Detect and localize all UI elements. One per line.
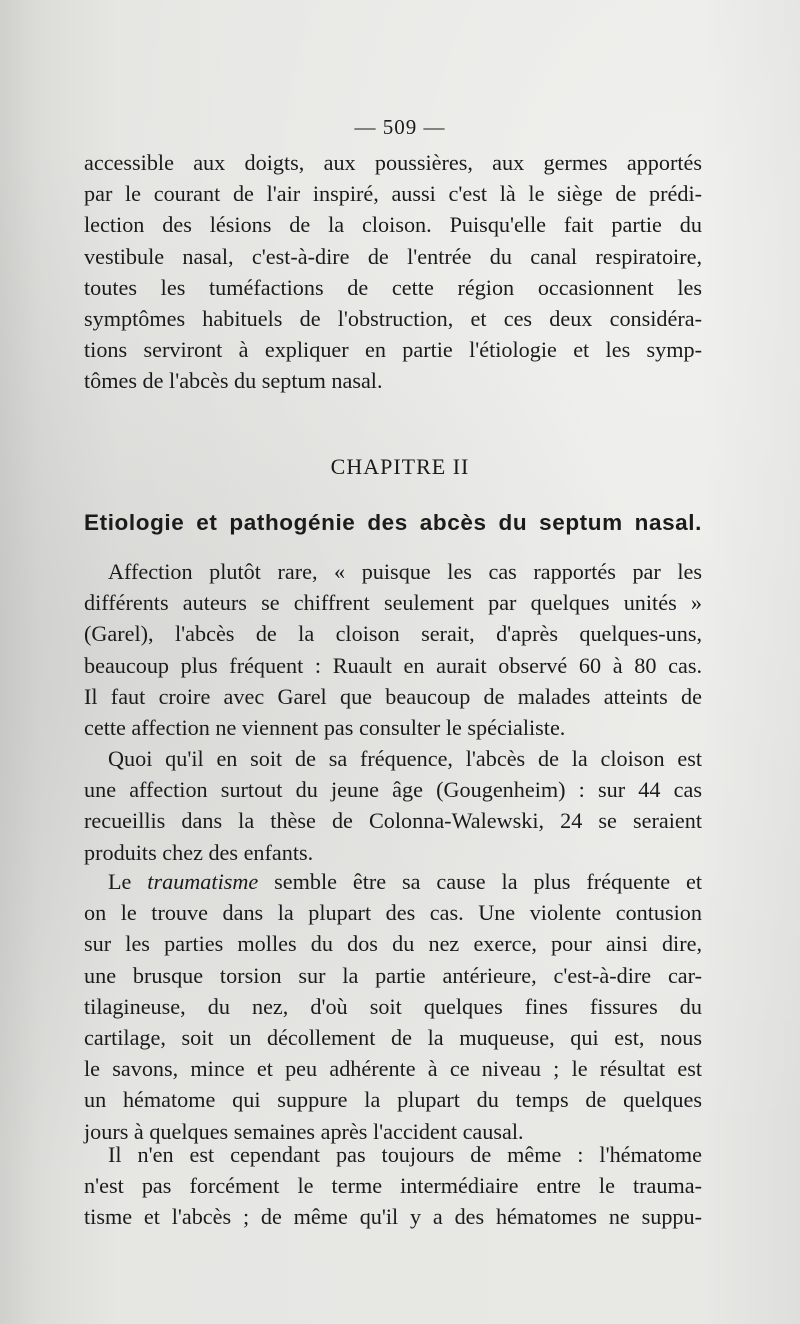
- text-run: semble être sa cause la plus fréquente et: [258, 869, 702, 894]
- text-line: Il n'en est cependant pas toujours de même : l'hématome: [108, 1142, 702, 1167]
- text-run: Le: [108, 869, 148, 894]
- text-line: vestibule nasal, c'est-à-dire de l'entrée du canal respiratoire,: [84, 243, 702, 269]
- italic-term: traumatisme: [147, 869, 259, 894]
- text-line: le savons, mince et peu adhérente à ce niveau ; le résultat est: [84, 1056, 702, 1082]
- text-line: par le courant de l'air inspiré, aussi c'est là le siège de prédi-: [84, 181, 702, 207]
- text-line: produits chez des enfants.: [84, 839, 314, 865]
- page-number: — 509 —: [354, 115, 446, 139]
- paragraph-hematoma: [84, 1139, 702, 1233]
- text-line: tilagineuse, du nez, d'où soit quelques fines fissures du: [84, 993, 702, 1019]
- text-line: tômes de l'abcès du septum nasal.: [84, 368, 383, 394]
- text-line: on le trouve dans la plupart des cas. Une violente contusion: [84, 900, 702, 926]
- paragraph-frequency: [84, 556, 702, 743]
- text-line: symptômes habituels de l'obstruction, et ces deux considéra-: [84, 306, 702, 332]
- text-line: tions serviront à expliquer en partie l'étiologie et les symp-: [84, 337, 702, 363]
- paragraph-trauma: [84, 866, 702, 1147]
- text-line: différents auteurs se chiffrent seulement par quelques unités »: [84, 590, 702, 616]
- chapter-heading: CHAPITRE II: [330, 454, 470, 479]
- text-line: une affection surtout du jeune âge (Gougenheim) : sur 44 cas: [84, 777, 702, 803]
- text-line: toutes les tuméfactions de cette région occasionnent les: [84, 274, 702, 300]
- paragraph-age: [84, 743, 702, 868]
- text-line: Quoi qu'il en soit de sa fréquence, l'abcès de la cloison est: [108, 746, 702, 771]
- text-line: un hématome qui suppure la plupart du temps de quelques: [84, 1087, 702, 1113]
- section-title: Etiologie et pathogénie des abcès du septum nasal.: [84, 510, 702, 535]
- text-line: n'est pas forcément le terme intermédiaire entre le trauma-: [84, 1173, 702, 1199]
- text-line: lection des lésions de la cloison. Puisqu'elle fait partie du: [84, 212, 702, 238]
- paragraph-intro-continued: [84, 147, 702, 397]
- text-line: beaucoup plus fréquent : Ruault en aurait observé 60 à 80 cas.: [84, 652, 702, 678]
- text-line: une brusque torsion sur la partie antérieure, c'est-à-dire car-: [84, 962, 702, 988]
- text-line: cette affection ne viennent pas consulter le spécialiste.: [84, 715, 566, 741]
- text-line: cartilage, soit un décollement de la muqueuse, qui est, nous: [84, 1025, 702, 1051]
- text-line: accessible aux doigts, aux poussières, aux germes apportés: [84, 150, 702, 175]
- text-line: (Garel), l'abcès de la cloison serait, d'après quelques-uns,: [84, 621, 702, 647]
- text-line: jours à quelques semaines après l'accident causal.: [84, 1118, 524, 1144]
- text-line: recueillis dans la thèse de Colonna-Walewski, 24 se seraient: [84, 808, 702, 834]
- text-line: [84, 866, 702, 897]
- text-line: tisme et l'abcès ; de même qu'il y a des hématomes ne suppu-: [84, 1204, 702, 1230]
- text-line: Il faut croire avec Garel que beaucoup de malades atteints de: [84, 683, 702, 709]
- text-line: sur les parties molles du dos du nez exerce, pour ainsi dire,: [84, 931, 702, 957]
- text-line: Affection plutôt rare, « puisque les cas rapportés par les: [108, 559, 702, 584]
